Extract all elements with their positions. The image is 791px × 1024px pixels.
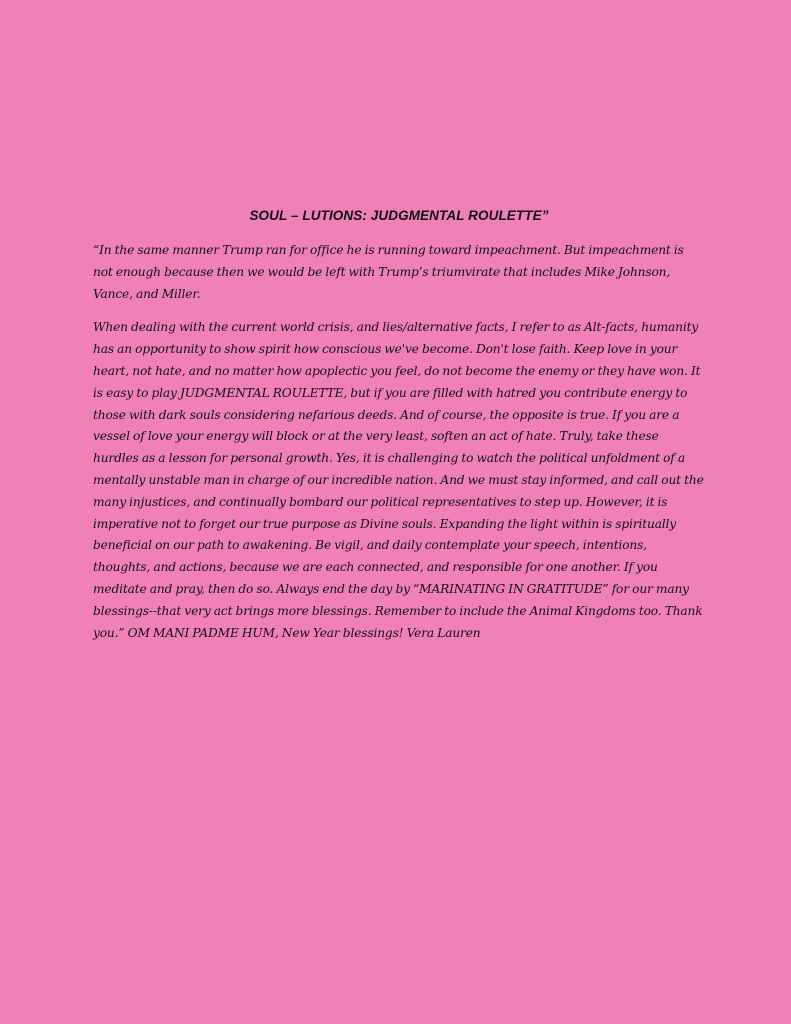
document-body (93, 206, 705, 656)
paragraph-main: When dealing with the current world crisis, and lies/alternative facts, I refer to as Alt-facts, humanity has an opportunity to show spirit how conscious we've become. Don't lose faith. Keep love in your heart, not hate, and no matter how apoplectic you feel, do not become the enemy or they have won. It is easy to play JUDGMENTAL ROULETTE, but if you are filled with hatred you contribute energy to those with dark souls considering nefarious deeds. And of course, the opposite is true. If you are a vessel of love your energy will block or at the very least, soften an act of hate. Truly, take these hurdles as a lesson for personal growth. Yes, it is challenging to watch the political unfoldment of a mentally unstable man in charge of our incredible nation. And we must stay informed, and call out the many injustices, and continually bombard our political representatives to step up. However, it is imperative not to forget our true purpose as Divine souls. Expanding the light within is spiritually beneficial on our path to awakening. Be vigil, and daily contemplate your speech, intentions, thoughts, and actions, because we are each connected, and responsible for one another. If you meditate and pray, then do so. Always end the day by “MARINATING IN GRATITUDE” for our many blessings--that very act brings more blessings. Remember to include the Animal Kingdoms too. Thank you.” OM MANI PADME HUM, New Year blessings! Vera Lauren (93, 320, 704, 640)
document-title: SOUL – LUTIONS: JUDGMENTAL ROULETTE” (249, 208, 549, 223)
paragraph-intro: “In the same manner Trump ran for office he is running toward impeachment. But impeachment is not enough because then we would be left with Trump’s triumvirate that includes Mike Johnson, Vance, and Miller. (93, 243, 684, 301)
